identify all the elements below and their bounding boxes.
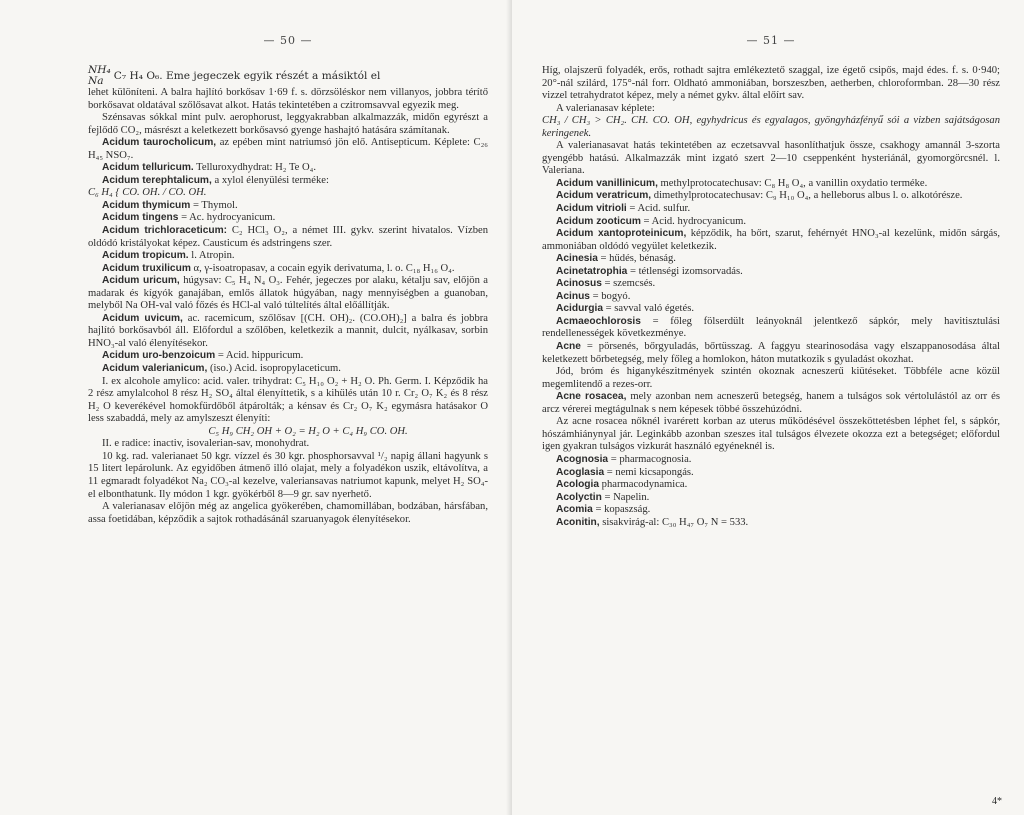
paragraph: Az acne rosacea nőknél ivarérett korban az uterus működésével összeköttetésben léphet fel, s sápkór, hószámhiánynyal jár. Leginkább azonban szeszes ital tulságos élvezete okozza ezt a betegséget; előfordul igen gyakran tulságos vizkurát használó egyéneknél is. xyxy=(542,416,1000,453)
entry-headword: Acidum trichloraceticum: xyxy=(102,225,228,237)
paragraph: A valerianasav képlete: xyxy=(556,102,655,114)
entry-text: a xylol élenyülési terméke: xyxy=(211,174,329,186)
entry xyxy=(542,479,1000,492)
paragraph: II. e radice: inactiv, isovalerian-sav, monohydrat. xyxy=(102,438,310,450)
entry xyxy=(542,504,1000,517)
page-body xyxy=(542,65,1000,529)
entry-text: = főleg fölserdült leányoknál jelentkező sápkór, mely havitisztulási rendellenességek következménye. xyxy=(542,315,1000,340)
entry xyxy=(542,492,1000,505)
entry-headword: Acidum uro-benzoicum xyxy=(102,350,216,362)
entry xyxy=(542,278,1000,291)
paragraph: I. ex alcohole amylico: acid. valer. trihydrat: C₅ H₁₀ O₂ + H₂ O. Ph. Germ. I. Képződik ha 2 rész amylalcohol 8 rész H₂ SO₄ által élenyíttetik, s a kihülés után 10 r. Cr₂ O₇ K₂ és 8 rész H₂ O keverékével homokfürdőből átpárolták; a kénsav és Cr₂ O₇ K₂ egymásra hatásakor O less szabaddá, mely az amylszeszt élenyíti: xyxy=(88,375,488,425)
entry-text: = Acid. sulfur. xyxy=(626,203,691,215)
entry xyxy=(88,175,488,188)
entry-headword: Acidum telluricum. xyxy=(102,162,194,174)
entry-text: (iso.) Acid. isopropylaceticum. xyxy=(207,363,341,375)
cation-stack xyxy=(88,65,111,87)
entry xyxy=(542,216,1000,229)
entry xyxy=(542,391,1000,416)
entry xyxy=(88,350,488,363)
entry-text: C₂ HCl₃ O₂, a német III. gykv. szerint hivatalos. Vízben oldódó kristályokat képez. Causticum és adstringens szer. xyxy=(88,225,488,249)
entry xyxy=(542,203,1000,216)
chemical-formula: C₆ H₄ { CO. OH. / CO. OH. xyxy=(88,187,207,199)
entry-text: az epében mint natriumsó jön elő. Antisepticum. Képlete: C₂₆ H₄₅ NSO₇. xyxy=(88,137,488,161)
entry xyxy=(542,454,1000,467)
page-number: — 51 — xyxy=(746,34,796,47)
entry-headword: Acidum taurocholicum, xyxy=(102,137,217,149)
entry-headword: Acne xyxy=(556,341,581,353)
entry-text: = pörsenés, bőrgyuladás, bőrtüsszag. A faggyu stearinosodása vagy elszappanosodása által keletkezett bőrbetegség, mely főleg a homlokon, háton mutatkozik s gyuladást okozhat. xyxy=(542,341,1000,365)
entry-text: = pharmacognosia. xyxy=(608,453,692,465)
entry-headword: Acidum thymicum xyxy=(102,199,191,211)
entry xyxy=(542,291,1000,304)
entry-text: képződik, ha bőrt, szarut, fehérnyét HNO₃-al kezelünk, midőn sárgás, ammoniában oldódó vegyület keletkezik. xyxy=(542,228,1000,252)
entry-headword: Aconitin, xyxy=(556,516,600,528)
entry-headword: Acidum xantoproteinicum, xyxy=(556,228,687,240)
entry xyxy=(88,137,488,162)
entry-text: l. Atropin. xyxy=(188,250,235,262)
entry-headword: Acinesia xyxy=(556,253,598,265)
entry-headword: Acidum veratricum, xyxy=(556,190,652,202)
entry xyxy=(88,225,488,250)
entry-headword: Acinosus xyxy=(556,278,602,290)
entry xyxy=(88,275,488,313)
paragraph: Híg, olajszerű folyadék, erős, rothadt sajtra emlékeztető szaggal, ize égető csipős, majd édes. f. s. 0·940; 20°-nál szilárd, 175°-nál forr. Oldható ammoniában, borszeszben, aetherben, chloroformban. 28—30 rész vizzel tetrahydratot képez, mely a német gykv. által előírt sav. xyxy=(542,65,1000,102)
entry xyxy=(88,212,488,225)
entry-headword: Acidum zooticum xyxy=(556,215,641,227)
entry xyxy=(542,228,1000,253)
entry-text: mely azonban nem acneszerű betegség, hanem a tulságos sok vértolulástól az orr és arcz vérerei megtágulnak s nem képesek többé összehúzódni. xyxy=(542,391,1000,415)
entry-text: ac. racemicum, szőlősav [(CH. OH)₂. (CO.OH)₂] a balra és jobbra hajlító borkősavból áll. Előfordul a szőlőben, keletkezik a mannit, dulcit, nyálkasav, sorbin HNO₃-al való élenyítésekor. xyxy=(88,312,489,349)
entry-headword: Acinetatrophia xyxy=(556,265,628,277)
entry-headword: Acinus xyxy=(556,290,590,302)
entry-headword: Acolyctin xyxy=(556,491,602,503)
paragraph: Szénsavas sókkal mint pulv. aerophorust, leggyakrabban alkalmazzák, midőn egyrészt a fejlődő CO₂, másrészt a keletkezett borkősavsó gyenge hashajtó hatására számítanak. xyxy=(88,112,488,136)
chemical-formula: C₅ H₉ CH₂ OH + O₂ = H₂ O + C₄ H₉ CO. OH. xyxy=(208,425,408,437)
entry-headword: Acidum tingens xyxy=(102,212,179,224)
paragraph: A valerianasavat hatás tekintetében az eczetsavval hasonlíthatjuk össze, csakhogy amannál 3-szorta gyengébb hatású. Alkalmazzák mint izgató szert 2—10 cseppenként hysteriánál, gyomorgörcsnél. l. Valeriana. xyxy=(542,140,1000,177)
chemical-formula: CH₃ / CH₃ > CH₂. CH. CO. OH, egyhydricus és egyalagos, gyöngyházfényű sói a vizben sajátságosan keringenek. xyxy=(542,115,1000,139)
entry-text: = szemcsés. xyxy=(601,278,656,290)
entry-headword: Acidum vanillinicum, xyxy=(556,177,658,189)
entry-text: = kopaszság. xyxy=(592,504,651,516)
entry-text: pharmacodynamica. xyxy=(599,479,688,491)
entry xyxy=(88,250,488,263)
entry-text: = Napelin. xyxy=(601,491,650,503)
entry-headword: Acologia xyxy=(556,479,600,491)
cation-top: NH₄ xyxy=(88,64,111,76)
cation-bottom: Na xyxy=(88,75,104,87)
right-page xyxy=(512,0,1024,815)
entry-text: = Ac. hydrocyanicum. xyxy=(178,212,276,224)
entry-headword: Acne rosacea, xyxy=(556,391,627,403)
entry-headword: Acidum vitrioli xyxy=(556,203,627,215)
entry xyxy=(542,190,1000,203)
entry xyxy=(542,316,1000,341)
page-number: — 50 — xyxy=(263,34,313,47)
entry-text: = tétlenségi izomsorvadás. xyxy=(627,265,743,277)
entry-text: húgysav: C₅ H₄ N₄ O₃. Fehér, jegeczes por alaku, kétalju sav, előjön a madarak és kígyók ganajában, emlős állatok húgyában, nagy mennyiségben a guanoban, melyből Na OH-val való főzés és HCl-al való túltelítés által előállítják. xyxy=(88,275,489,312)
entry xyxy=(88,313,488,351)
paragraph: A valerianasav előjön még az angelica gyökerében, chamomillában, bodzában, hársfában, assa foetidában, képződik a sajtok rothadásánál szaruanyagok élenyítésekor. xyxy=(88,501,488,525)
formula-text: C₇ H₄ O₆. Eme jegeczek egyik részét a másiktól el xyxy=(113,70,381,82)
entry-text: α, γ-isoatropasav, a cocain egyik derivatuma, l. o. C₁₈ H₁₆ O₄. xyxy=(190,262,455,274)
entry-text: = hűdés, bénaság. xyxy=(597,253,676,265)
paragraph: lehet különíteni. A balra hajlító borkősav 1·69 f. s. dörzsöléskor nem villanyos, jobbra térítő borkősavat oldatával szőlősavat alkot. Hatás tekintetében a czitromsavval egyezik meg. xyxy=(88,87,488,111)
entry-headword: Acidum terephtalicum, xyxy=(102,174,212,186)
entry-headword: Acmaeochlorosis xyxy=(556,315,641,327)
entry-headword: Acomia xyxy=(556,504,593,516)
entry xyxy=(542,303,1000,316)
entry-text: methylprotocatechusav: C₈ H₈ O₄, a vanillin oxydatio terméke. xyxy=(657,177,928,189)
entry-headword: Acidum tropicum. xyxy=(102,250,189,262)
entry xyxy=(88,363,488,376)
entry-text: = Acid. hydrocyanicum. xyxy=(640,215,747,227)
entry xyxy=(542,266,1000,279)
entry xyxy=(542,253,1000,266)
paragraph: Jód, bróm és higanykészitmények szintén okoznak acneszerű kiütéseket. Többféle acne közül megemlitendő a rezes-orr. xyxy=(542,366,1000,390)
entry xyxy=(542,341,1000,366)
entry-headword: Acidum uricum, xyxy=(102,275,180,287)
entry xyxy=(88,200,488,213)
entry-text: dimethylprotocatechusav: C₉ H₁₀ O₄, a helleborus albus l. o. alkotórésze. xyxy=(651,190,963,202)
entry xyxy=(88,263,488,276)
signature-mark: 4* xyxy=(992,796,1002,807)
formula-line xyxy=(88,65,488,87)
entry-headword: Acoglasia xyxy=(556,466,605,478)
entry-headword: Acidum valerianicum, xyxy=(102,363,208,375)
entry-headword: Acognosia xyxy=(556,453,609,465)
entry-headword: Acidum truxilicum xyxy=(102,262,191,274)
entry-text: = Acid. hippuricum. xyxy=(215,350,304,362)
entry xyxy=(542,517,1000,530)
entry-text: = nemi kicsapongás. xyxy=(604,466,694,478)
entry-headword: Acidurgia xyxy=(556,303,603,315)
entry-text: = Thymol. xyxy=(190,199,238,211)
entry xyxy=(542,178,1000,191)
entry-headword: Acidum uvicum, xyxy=(102,312,183,324)
entry xyxy=(542,467,1000,480)
page-body xyxy=(88,65,488,526)
entry-text: = bogyó. xyxy=(589,290,631,302)
entry xyxy=(88,162,488,175)
entry-text: sisakvirág-al: C₃₀ H₄₇ O₇ N = 533. xyxy=(599,516,749,528)
paragraph: 10 kg. rad. valerianaet 50 kgr. vízzel és 30 kgr. phosphorsavval ¹/₂ napig állani hagyunk s 15 litert lepárolunk. Az egyidőben átmenő illó olajat, mely a folyadékon uszik, eltávolítva, a 11 egmaradt folyadékot Na₂ CO₃-al kezelve, valeriansavas natriumot kapunk, melyet H₂ SO₄-el elbonthatunk. Ily módon 1 kgr. gyökérből 8—9 gr. sav nyerhető. xyxy=(88,450,488,500)
entry-text: = savval való égetés. xyxy=(602,303,694,315)
entry-text: Telluroxydhydrat: H₂ Te O₄. xyxy=(193,162,317,174)
